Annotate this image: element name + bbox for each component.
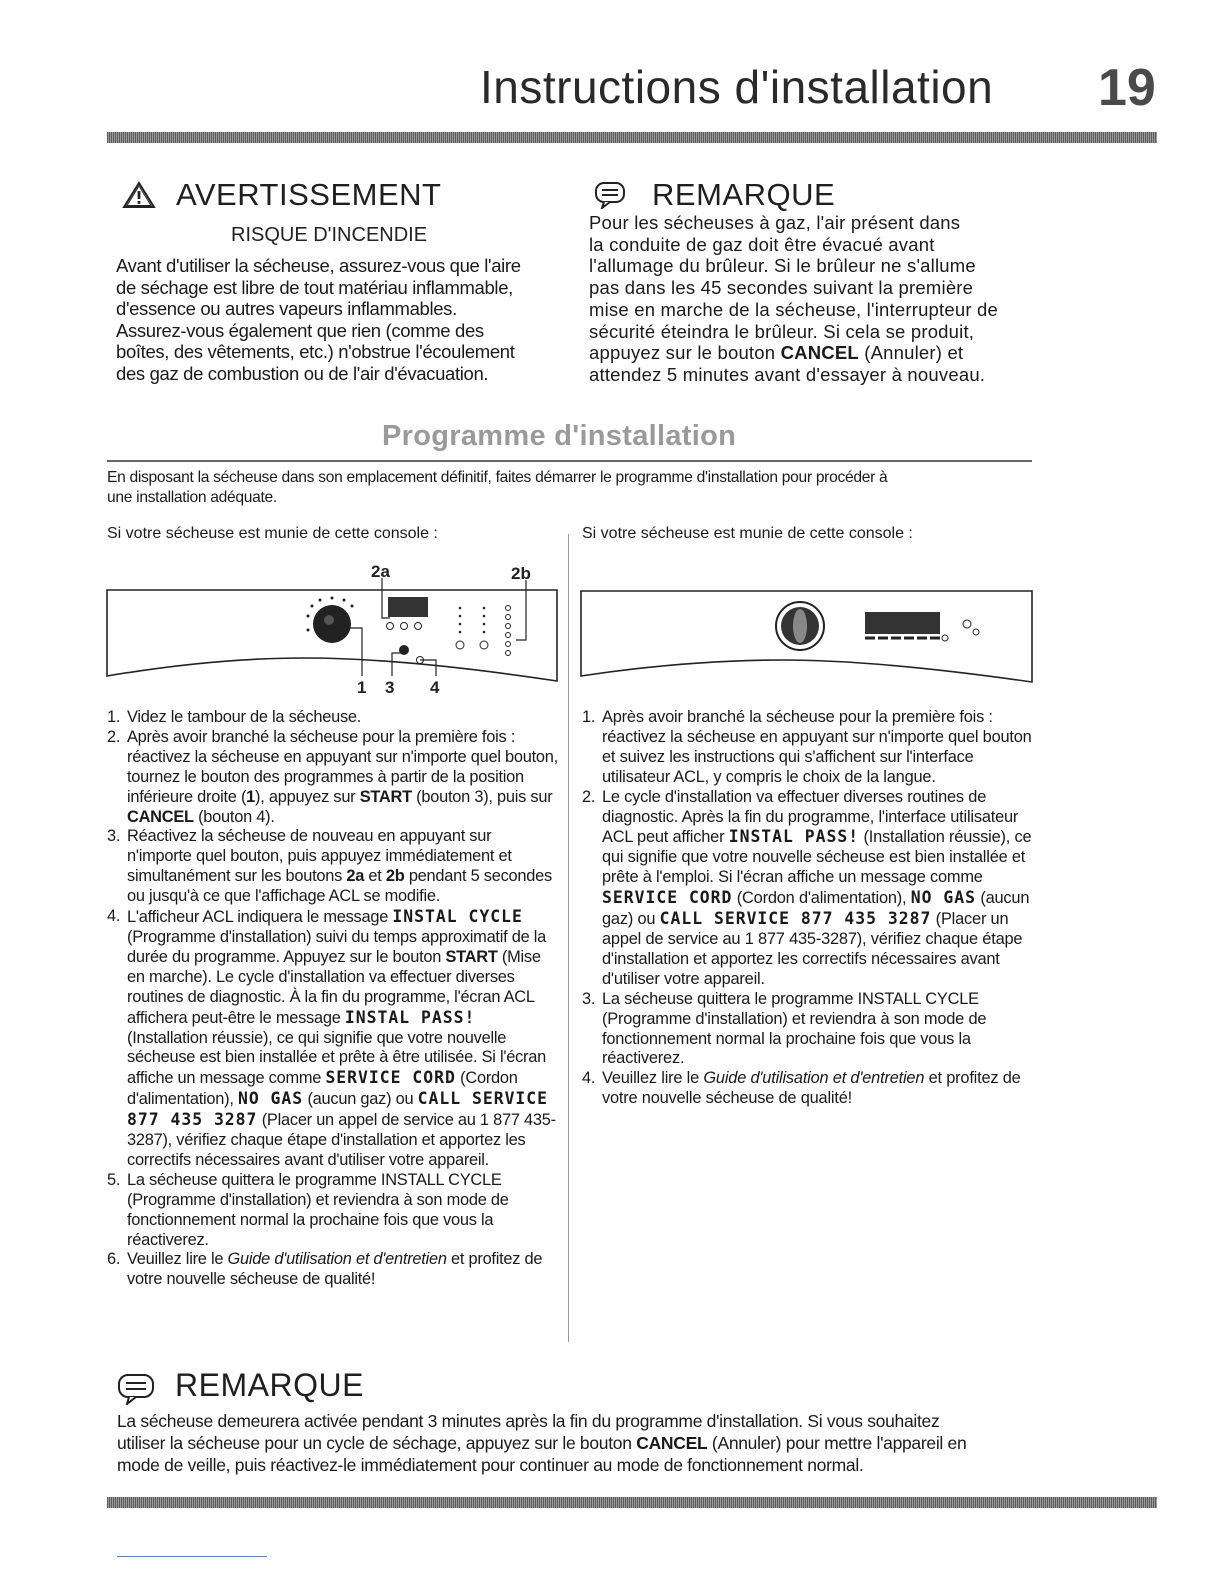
left-console-diagram (104, 556, 564, 706)
right-step-2: 2. Le cycle d'installation va effectuer diverses routines de diagnostic. Après la fin du programme, l'interface utilisateur ACL peut afficher INSTAL PASS! (Installation réussie), ce qui signifie que votre nouvelle sécheuse est bien installée et prête à l'emploi. Si l'écran affiche un message comme SERVICE CORD (Cordon d'alimentation), NO GAS (aucun gaz) ou CALL SERVICE 877 435 3287 (Placer un appel de service au 1 877 435-3287), vérifiez chaque étape d'installation et apportez les correctifs nécessaires avant d'utiliser votre appareil. (582, 787, 1032, 988)
left-step-2: 2. Après avoir branché la sécheuse pour la première fois : réactivez la sécheuse en appuyant sur n'importe quel bouton, tournez le bouton des programmes à partir de la position inférieure droite (1), appuyez sur START (bouton 3), puis sur CANCEL (bouton 4). (107, 727, 558, 826)
note-title: REMARQUE (652, 177, 836, 212)
right-step-4: 4. Veuillez lire le Guide d'utilisation et d'entretien et profitez de votre nouvelle sécheuse de qualité! (582, 1069, 1021, 1108)
note-icon (117, 1373, 155, 1410)
left-step-3: 3. Réactivez la sécheuse de nouveau en appuyant sur n'importe quel bouton, puis appuyez immédiatement et simultanément sur les boutons 2a et 2b pendant 5 secondes ou jusqu'à ce que l'affichage ACL se modifie. (107, 827, 552, 906)
label-1: 1 (357, 678, 367, 697)
note-text: Pour les sécheuses à gaz, l'air présent dans la conduite de gaz doit être évacué avant l'allumage du brûleur. Si le brûleur ne s'allume pas dans les 45 secondes suivant la première mise en marche de la sécheuse, l'interrupteur de sécurité éteindra le brûleur. Si cela se produit, appuyez sur le bouton CANCEL (Annuler) et attendez 5 minutes avant d'essayer à nouveau. (589, 212, 999, 385)
footer-rule (107, 1497, 1157, 1508)
right-console-diagram (578, 586, 1038, 696)
bottom-note-title: REMARQUE (175, 1367, 364, 1403)
left-console-caption: Si votre sécheuse est munie de cette console : (107, 525, 438, 542)
left-step-5: 5. La sécheuse quittera le programme INSTALL CYCLE (Programme d'installation) et reviendra à son mode de fonctionnement normal la prochaine fois que vous la réactiverez. (107, 1170, 509, 1249)
warning-subtitle: RISQUE D'INCENDIE (231, 224, 428, 246)
left-step-4: 4. L'afficheur ACL indiquera le message INSTAL CYCLE (Programme d'installation) suivi du temps approximatif de la durée du programme. Appuyez sur le bouton START (Mise en marche). Le cycle d'installation va effectuer diverses routines de diagnostic. À la fin du programme, l'écran ACL affichera peut-être le message INSTAL PASS! (Installation réussie), ce qui signifie que votre nouvelle sécheuse est bien installée et prête à être utilisée. Si l'écran affiche un message comme SERVICE CORD (Cordon d'alimentation), NO GAS (aucun gaz) ou CALL SERVICE 877 435 3287 (Placer un appel de service au 1 877 435-3287), vérifiez chaque étape d'installation et apportez les correctifs nécessaires avant d'utiliser votre appareil. (107, 907, 556, 1169)
label-3: 3 (385, 678, 395, 697)
label-2a: 2a (371, 562, 390, 581)
footer-line (117, 1556, 267, 1557)
note-icon (594, 181, 626, 214)
section-intro: En disposant la sécheuse dans son emplacement définitif, faites démarrer le programme d'installation pour procéder à une installation adéquate. (107, 469, 888, 506)
column-divider (568, 534, 569, 1342)
left-step-1: 1. Videz le tambour de la sécheuse. (107, 708, 362, 726)
left-steps (107, 708, 559, 1290)
page-number: 19 (1098, 59, 1156, 117)
header-rule (107, 132, 1157, 143)
warning-text: Avant d'utiliser la sécheuse, assurez-vous que l'aire de séchage est libre de tout matériau inflammable, d'essence ou autres vapeurs inflammables. Assurez-vous également que rien (comme des boîtes, des vêtements, etc.) n'obstrue l'écoulement des gaz de combustion ou de l'air d'évacuation. (116, 255, 521, 384)
section-title: Programme d'installation (382, 420, 737, 452)
section-rule (107, 460, 1032, 462)
lcd-display (865, 612, 940, 634)
warning-title: AVERTISSEMENT (176, 177, 442, 212)
lcd-display (388, 597, 428, 617)
bottom-note-text: La sécheuse demeurera activée pendant 3 minutes après la fin du programme d'installation. Si vous souhaitez utiliser la sécheuse pour un cycle de séchage, appuyez sur le bouton CANCEL (Annuler) pour mettre l'appareil en mode de veille, puis réactivez-le immédiatement pour continuer au mode de fonctionnement normal. (117, 1411, 967, 1475)
right-step-3: 3. La sécheuse quittera le programme INSTALL CYCLE (Programme d'installation) et reviendra à son mode de fonctionnement normal la prochaine fois que vous la réactiverez. (582, 989, 987, 1068)
right-step-1: 1. Après avoir branché la sécheuse pour la première fois : réactivez la sécheuse en appuyant sur n'importe quel bouton et suivez les instructions qui s'affichent sur l'interface utilisateur ACL, y compris le choix de la langue. (582, 708, 1032, 786)
warning-triangle-icon (122, 180, 156, 215)
label-2b: 2b (511, 564, 531, 583)
label-4: 4 (430, 678, 440, 697)
right-steps (582, 708, 1037, 1109)
cycle-knob-icon (776, 602, 824, 650)
left-step-6: 6. Veuillez lire le Guide d'utilisation et d'entretien et profitez de votre nouvelle sécheuse de qualité! (107, 1250, 543, 1289)
page-title: Instructions d'installation (480, 61, 994, 113)
right-console-caption: Si votre sécheuse est munie de cette console : (582, 525, 913, 542)
